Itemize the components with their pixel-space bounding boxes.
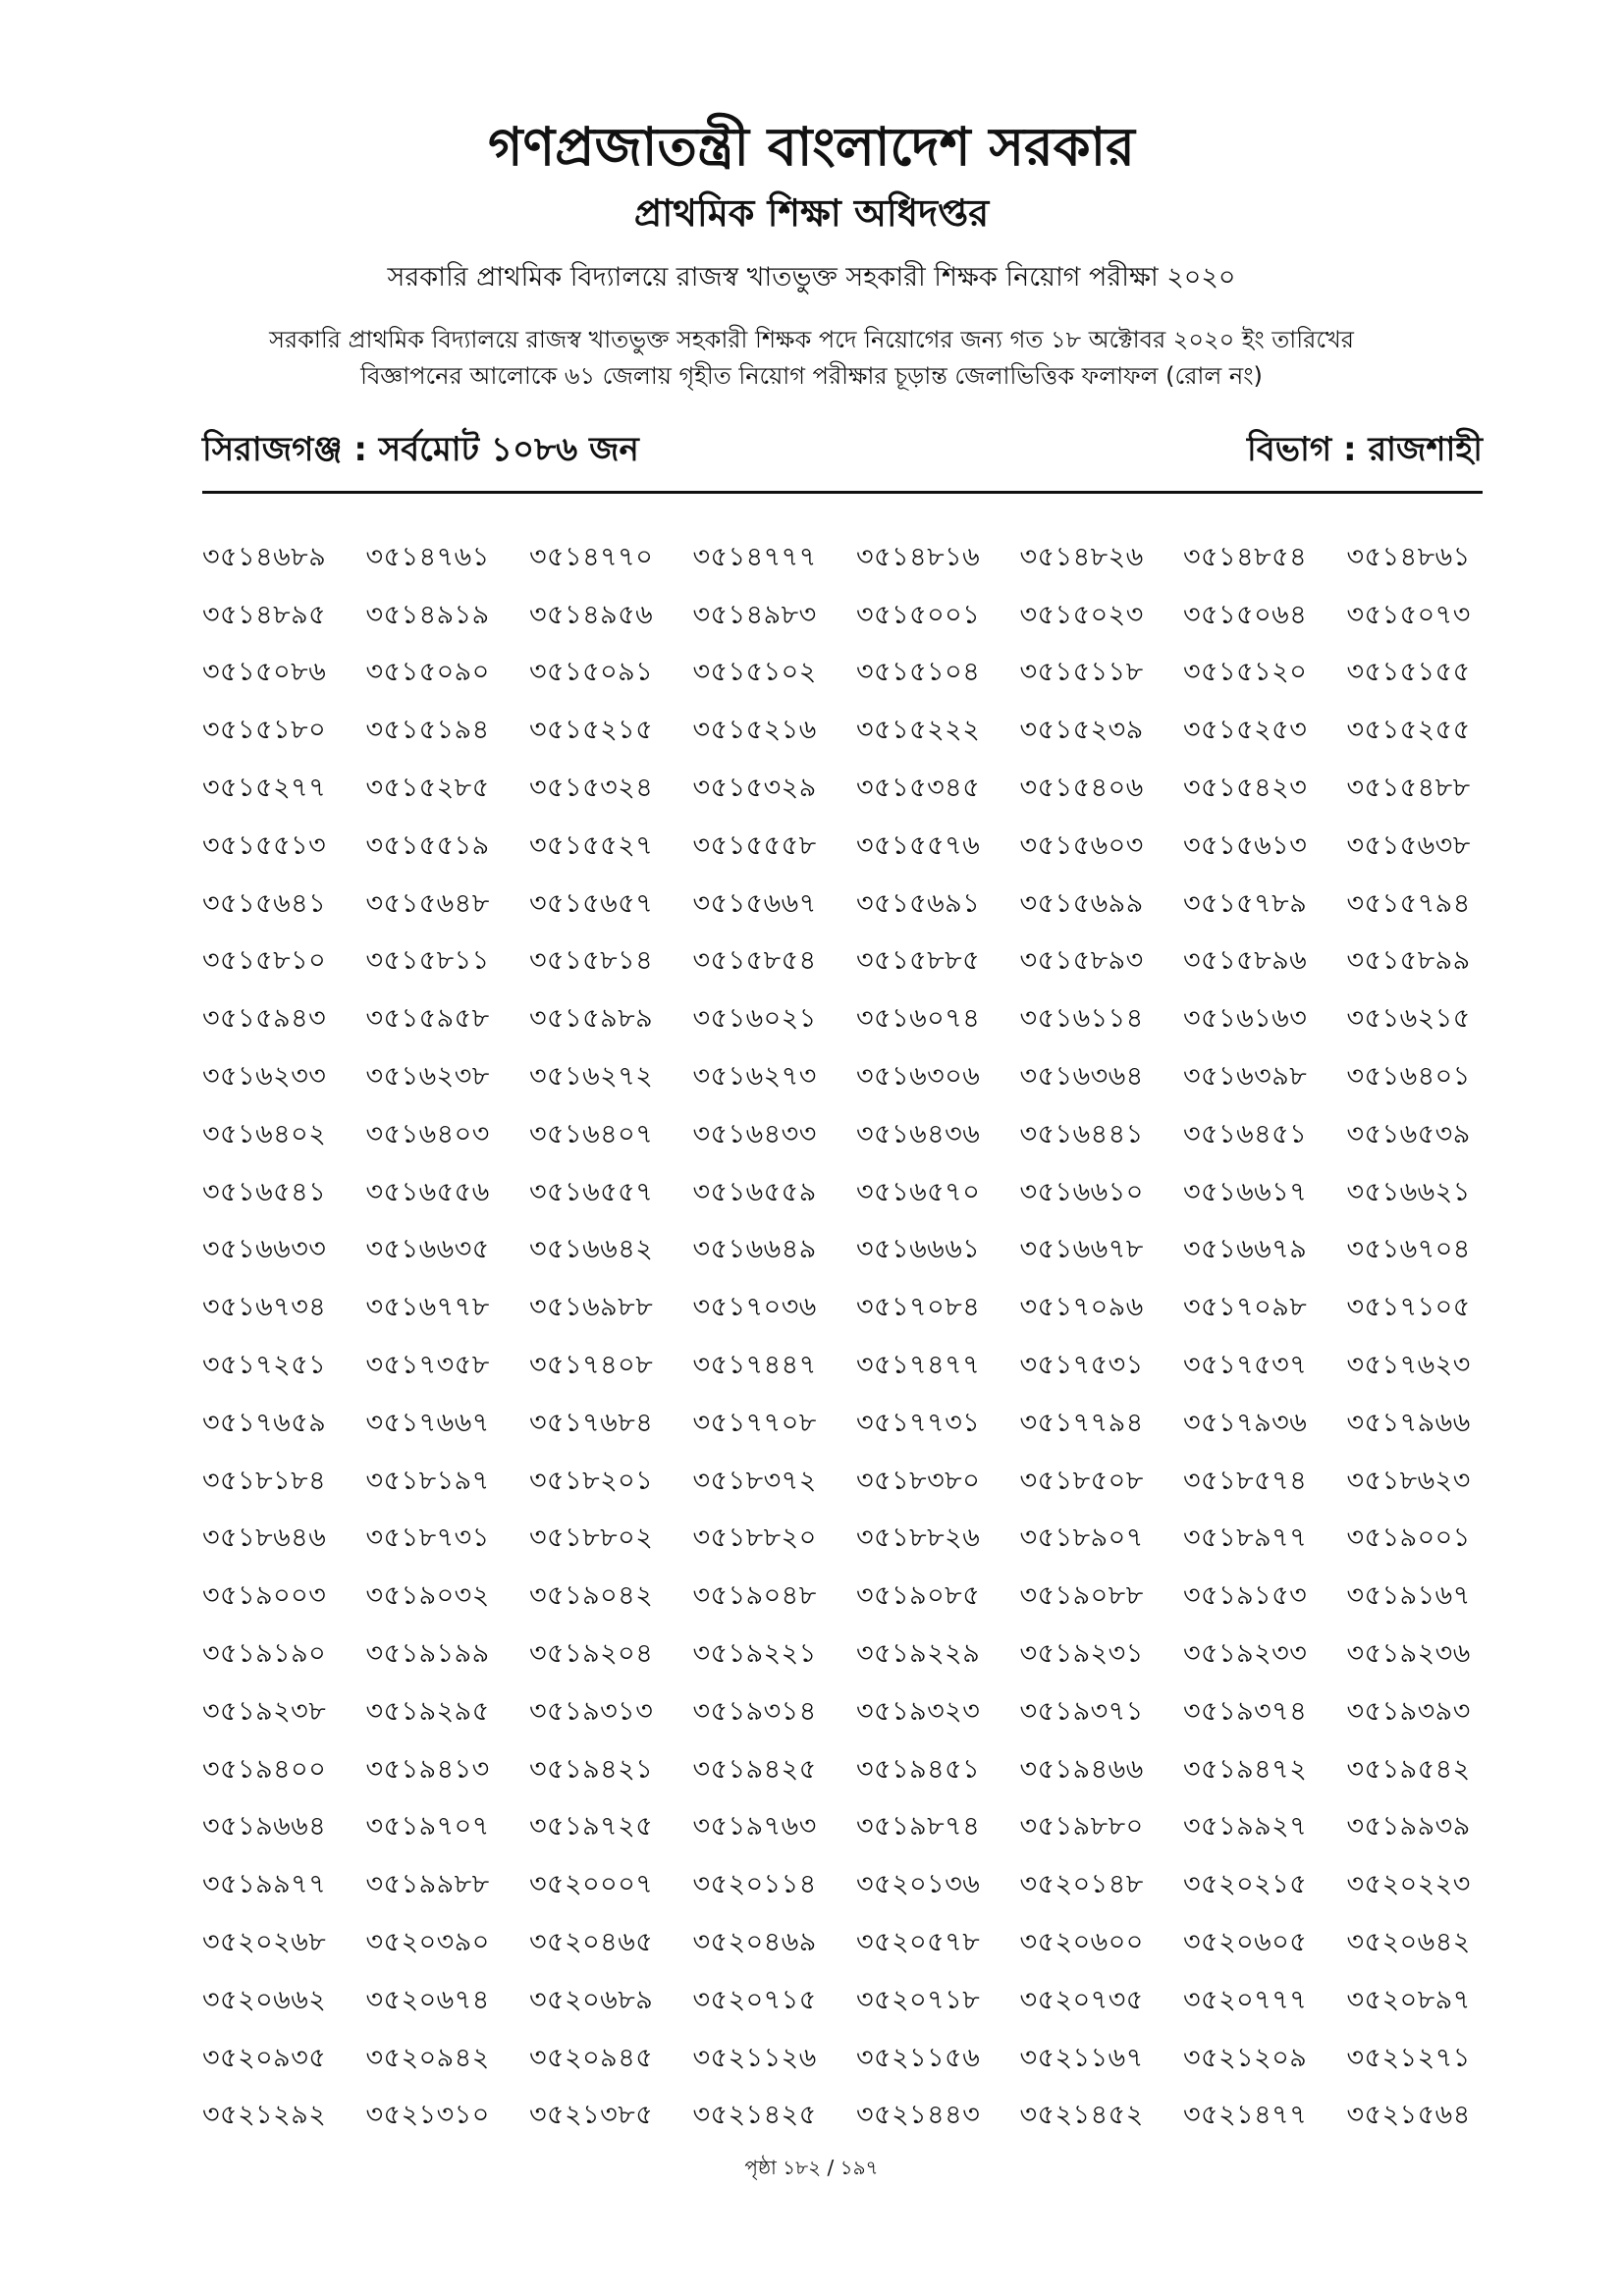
roll-number: ৩৫১৬৬৪২ [529,1234,654,1265]
roll-number: ৩৫১৬৪০৭ [529,1118,654,1149]
roll-number: ৩৫২০৭১৮ [856,1984,981,2015]
roll-number: ৩৫১৫২৮৫ [365,773,490,804]
roll-number: ৩৫১৯২৩৬ [1346,1638,1471,1670]
roll-number: ৩৫১৯৩১৪ [692,1695,817,1727]
roll-number: ৩৫১৫৬৫৭ [529,887,654,919]
roll-number: ৩৫২১২০৯ [1183,2042,1308,2073]
roll-number: ৩৫১৯৪২৫ [692,1753,817,1785]
roll-row [202,1742,1508,1800]
roll-number: ৩৫১৪৮৫৪ [1183,541,1308,572]
roll-number: ৩৫২০৯৪৫ [529,2042,654,2073]
description-line-2: বিজ্ঞাপনের আলোকে ৬১ জেলায় গৃহীত নিয়োগ পরীক্ষার চূড়ান্ত জেলাভিত্তিক ফলাফল (রোল নং) [360,362,1263,390]
roll-number: ৩৫১৮৯০৭ [1019,1522,1144,1554]
roll-number: ৩৫২১২৯২ [202,2100,327,2131]
roll-number: ৩৫১৮৮২৬ [856,1522,981,1554]
roll-number: ৩৫১৫০৭৩ [1346,599,1471,630]
roll-number: ৩৫১৫৪৮৮ [1346,773,1471,804]
roll-row [202,1107,1508,1165]
roll-number: ৩৫১৬২১৫ [1346,1003,1471,1035]
roll-number: ৩৫১৯৭৬৩ [692,1811,817,1842]
roll-row [202,2089,1508,2147]
roll-number: ৩৫২১১৫৬ [856,2042,981,2073]
roll-number: ৩৫১৯২৩১ [1019,1638,1144,1670]
roll-number: ৩৫১৭০৯৬ [1019,1292,1144,1323]
roll-number: ৩৫১৬৭৭৮ [365,1292,490,1323]
roll-number: ৩৫২১১৬৭ [1019,2042,1144,2073]
roll-number: ৩৫১৮৭৩১ [365,1522,490,1554]
roll-number: ৩৫২০৪৬৫ [529,1927,654,1958]
roll-number: ৩৫১৮৯৭৭ [1183,1522,1308,1554]
roll-number: ৩৫২০৩৯০ [365,1927,490,1958]
roll-number: ৩৫১৫৮৯৬ [1183,945,1308,977]
roll-number: ৩৫১৯২২১ [692,1638,817,1670]
roll-number: ৩৫১৮৬২৩ [1346,1465,1471,1496]
roll-number: ৩৫১৭৬২৩ [1346,1350,1471,1381]
roll-number: ৩৫১৫৫২৭ [529,829,654,861]
roll-number: ৩৫১৬১১৪ [1019,1003,1144,1035]
roll-number: ৩৫১৫৯৪৩ [202,1003,327,1035]
roll-number: ৩৫১৯২৩৩ [1183,1638,1308,1670]
roll-number: ৩৫২১৩৮৫ [529,2100,654,2131]
roll-number: ৩৫২১২৭১ [1346,2042,1471,2073]
roll-number: ৩৫১৫৫৫৮ [692,829,817,861]
roll-number: ৩৫১৬৬৭৮ [1019,1234,1144,1265]
roll-number: ৩৫১৮১৯৭ [365,1465,490,1496]
roll-row [202,2031,1508,2089]
roll-number: ৩৫১৭৬৫৯ [202,1407,327,1438]
roll-row [202,819,1508,877]
roll-number: ৩৫১৫৩২৪ [529,773,654,804]
roll-number: ৩৫১৬৫৭০ [856,1176,981,1207]
roll-number: ৩৫১৯৯২৭ [1183,1811,1308,1842]
roll-number: ৩৫১৬৬৩৩ [202,1234,327,1265]
roll-number: ৩৫১৬৪৩৬ [856,1118,981,1149]
roll-number: ৩৫২০১১৪ [692,1869,817,1900]
roll-number: ৩৫১৫২৫৫ [1346,715,1471,746]
roll-number: ৩৫১৬৫৩৯ [1346,1118,1471,1149]
roll-number: ৩৫১৭৬৮৪ [529,1407,654,1438]
roll-number: ৩৫১৯৪৫১ [856,1753,981,1785]
roll-number: ৩৫২১৪৫২ [1019,2100,1144,2131]
roll-number: ৩৫২০০০৭ [529,1869,654,1900]
roll-number: ৩৫১৬২৩৩ [202,1061,327,1093]
roll-number: ৩৫১৫০৮৬ [202,657,327,688]
roll-number: ৩৫১৫৮৯৯ [1346,945,1471,977]
roll-number: ৩৫২০২১৫ [1183,1869,1308,1900]
roll-number: ৩৫১৫০৯০ [365,657,490,688]
roll-row [202,761,1508,819]
roll-number: ৩৫১৯৯৩৯ [1346,1811,1471,1842]
roll-number: ৩৫১৬৬১৭ [1183,1176,1308,1207]
roll-number: ৩৫১৯১৬৭ [1346,1580,1471,1612]
roll-number: ৩৫১৮৩৭২ [692,1465,817,1496]
roll-number: ৩৫১৭৯৩৬ [1183,1407,1308,1438]
exam-title: সরকারি প্রাথমিক বিদ্যালয়ে রাজস্ব খাতভুক্ত সহকারী শিক্ষক নিয়োগ পরীক্ষা ২০২০ [387,262,1236,293]
roll-number: ৩৫১৬৬১০ [1019,1176,1144,1207]
roll-number: ৩৫১৯৩১৩ [529,1695,654,1727]
roll-number: ৩৫১৯৭২৫ [529,1811,654,1842]
roll-row [202,1800,1508,1858]
roll-number: ৩৫১৫৫১৩ [202,829,327,861]
roll-number: ৩৫১৫২৩৯ [1019,715,1144,746]
roll-number: ৩৫১৫৮১০ [202,945,327,977]
roll-number: ৩৫১৬০২১ [692,1003,817,1035]
roll-number: ৩৫১৯৩২৩ [856,1695,981,1727]
roll-number: ৩৫১৫২৭৭ [202,773,327,804]
roll-number: ৩৫১৪৯৫৬ [529,599,654,630]
roll-number: ৩৫১৬৩৬৪ [1019,1061,1144,1093]
roll-number: ৩৫১৬১৬৩ [1183,1003,1308,1035]
roll-number: ৩৫১৬৩৯৮ [1183,1061,1308,1093]
roll-number: ৩৫১৪৭৭০ [529,541,654,572]
roll-number: ৩৫১৬২৭৩ [692,1061,817,1093]
roll-number: ৩৫১৯১৯০ [202,1638,327,1670]
roll-number: ৩৫১৯৪৬৬ [1019,1753,1144,1785]
roll-number: ৩৫১৯৫৪২ [1346,1753,1471,1785]
roll-number: ৩৫২১৫৬৪ [1346,2100,1471,2131]
roll-number: ৩৫১৭৩৫৮ [365,1350,490,1381]
roll-number: ৩৫১৫২১৫ [529,715,654,746]
roll-number: ৩৫১৯৬৬৪ [202,1811,327,1842]
roll-number: ৩৫১৬৭৩৪ [202,1292,327,1323]
roll-number: ৩৫১৪৮৯৫ [202,599,327,630]
roll-number: ৩৫১৮৩৮০ [856,1465,981,1496]
roll-number: ৩৫১৯১৯৯ [365,1638,490,1670]
roll-row [202,703,1508,761]
roll-number: ৩৫১৯৪৭২ [1183,1753,1308,1785]
roll-number: ৩৫১৭৫৩৭ [1183,1350,1308,1381]
roll-number: ৩৫১৫৮৫৪ [692,945,817,977]
roll-number: ৩৫১৮৫০৮ [1019,1465,1144,1496]
roll-number: ৩৫১৫০২৩ [1019,599,1144,630]
roll-row [202,646,1508,704]
roll-number: ৩৫১৬৬৬১ [856,1234,981,1265]
roll-number: ৩৫২০৯৪২ [365,2042,490,2073]
roll-number: ৩৫২০৪৬৯ [692,1927,817,1958]
roll-number: ৩৫১৫১০২ [692,657,817,688]
roll-number: ৩৫১৯০৮৫ [856,1580,981,1612]
roll-number: ৩৫১৬৪০৩ [365,1118,490,1149]
roll-number: ৩৫২০৮৯৭ [1346,1984,1471,2015]
roll-row [202,1049,1508,1107]
roll-number: ৩৫১৪৬৮৯ [202,541,327,572]
roll-number: ৩৫১৬৫৫৬ [365,1176,490,1207]
roll-number: ৩৫১৬২৩৮ [365,1061,490,1093]
roll-number: ৩৫১৫২৫৩ [1183,715,1308,746]
roll-number: ৩৫১৮৮০২ [529,1522,654,1554]
roll-number: ৩৫১৫৬১৩ [1183,829,1308,861]
roll-number: ৩৫১৫৯৮৯ [529,1003,654,1035]
roll-number: ৩৫১৯০০৩ [202,1580,327,1612]
roll-number: ৩৫১৭৬৬৭ [365,1407,490,1438]
roll-number: ৩৫১৯৯৮৮ [365,1869,490,1900]
roll-number: ৩৫১৭৪৭৭ [856,1350,981,1381]
division-label: বিভাগ : রাজশাহী [1247,430,1483,469]
roll-number: ৩৫২০৬৬২ [202,1984,327,2015]
roll-number: ৩৫২০১৩৬ [856,1869,981,1900]
roll-number: ৩৫১৫৬৯১ [856,887,981,919]
roll-number: ৩৫১৯০৪৮ [692,1580,817,1612]
roll-number: ৩৫২০২২৩ [1346,1869,1471,1900]
roll-row [202,1338,1508,1396]
roll-number-grid [202,530,1508,2146]
roll-number: ৩৫২১৪২৫ [692,2100,817,2131]
roll-row [202,1165,1508,1223]
roll-number: ৩৫১৬৯৮৮ [529,1292,654,1323]
roll-row [202,1627,1508,1684]
roll-row [202,1512,1508,1570]
roll-number: ৩৫১৯৩৭১ [1019,1695,1144,1727]
roll-number: ৩৫১৬৫৫৭ [529,1176,654,1207]
roll-number: ৩৫১৫১২০ [1183,657,1308,688]
roll-number: ৩৫১৬৩০৬ [856,1061,981,1093]
roll-number: ৩৫১৯৩৯৩ [1346,1695,1471,1727]
government-title: গণপ্রজাতন্ত্রী বাংলাদেশ সরকার [488,116,1135,178]
roll-row [202,1396,1508,1454]
roll-number: ৩৫১৬৪৫১ [1183,1118,1308,1149]
roll-number: ৩৫১৮৫৭৪ [1183,1465,1308,1496]
roll-number: ৩৫১৫৬৬৭ [692,887,817,919]
roll-number: ৩৫১৯০৮৮ [1019,1580,1144,1612]
roll-number: ৩৫১৫৯৫৮ [365,1003,490,1035]
roll-number: ৩৫১৫১৫৫ [1346,657,1471,688]
roll-row [202,1280,1508,1338]
roll-row [202,1973,1508,2031]
roll-row [202,934,1508,992]
roll-number: ৩৫১৫৩৪৫ [856,773,981,804]
roll-number: ৩৫১৬২৭২ [529,1061,654,1093]
roll-number: ৩৫১৭৫৩১ [1019,1350,1144,1381]
roll-number: ৩৫১৬৫৪১ [202,1176,327,1207]
roll-row [202,1684,1508,1742]
roll-number: ৩৫২০৬৮৯ [529,1984,654,2015]
roll-number: ৩৫২০৭৭৭ [1183,1984,1308,2015]
roll-number: ৩৫১৪৯৮৩ [692,599,817,630]
roll-number: ৩৫১৬৬৭৯ [1183,1234,1308,1265]
roll-number: ৩৫১৫১৯৪ [365,715,490,746]
roll-number: ৩৫১৪৮১৬ [856,541,981,572]
roll-number: ৩৫১৫৬৪৮ [365,887,490,919]
roll-number: ৩৫১৭৭৯৪ [1019,1407,1144,1438]
roll-number: ৩৫১৫০৬৪ [1183,599,1308,630]
roll-number: ৩৫১৫৬৩৮ [1346,829,1471,861]
roll-row [202,991,1508,1049]
roll-number: ৩৫২০৬০০ [1019,1927,1144,1958]
roll-number: ৩৫১৭০৩৬ [692,1292,817,1323]
roll-number: ৩৫১৬০৭৪ [856,1003,981,1035]
roll-number: ৩৫১৬৪০২ [202,1118,327,1149]
roll-number: ৩৫২০২৬৮ [202,1927,327,1958]
roll-number: ৩৫১৫৭৯৪ [1346,887,1471,919]
roll-number: ৩৫২০৬৪২ [1346,1927,1471,1958]
roll-number: ৩৫১৫৬৪১ [202,887,327,919]
district-summary: সিরাজগঞ্জ : সর্বমোট ১০৮৬ জন [202,430,639,469]
description-line-1: সরকারি প্রাথমিক বিদ্যালয়ে রাজস্ব খাতভুক্ত সহকারী শিক্ষক পদে নিয়োগের জন্য গত ১৮ অক্টোবর ২০২০ ইং তারিখের [269,326,1354,353]
roll-number: ৩৫১৯৯৭৭ [202,1869,327,1900]
roll-number: ৩৫১৫১০৪ [856,657,981,688]
roll-number: ৩৫১৯২৯৫ [365,1695,490,1727]
roll-row [202,1569,1508,1627]
roll-number: ৩৫২১৪৭৭ [1183,2100,1308,2131]
roll-number: ৩৫১৫৮৮৫ [856,945,981,977]
roll-number: ৩৫১৯৭০৭ [365,1811,490,1842]
roll-number: ৩৫১৫৫১৯ [365,829,490,861]
department-title: প্রাথমিক শিক্ষা অধিদপ্তর [633,191,990,235]
roll-number: ৩৫২১৪৪৩ [856,2100,981,2131]
roll-number: ৩৫১৪৭৬১ [365,541,490,572]
roll-number: ৩৫১৬৬৪৯ [692,1234,817,1265]
roll-number: ৩৫২১৩১০ [365,2100,490,2131]
roll-number: ৩৫১৬৪০১ [1346,1061,1471,1093]
roll-row [202,877,1508,934]
roll-number: ৩৫১৭৭৩১ [856,1407,981,1438]
roll-number: ৩৫১৮৮২০ [692,1522,817,1554]
roll-number: ৩৫১৬৪৩৩ [692,1118,817,1149]
roll-number: ৩৫১৭২৫১ [202,1350,327,1381]
roll-number: ৩৫১৫০৯১ [529,657,654,688]
roll-number: ৩৫২০৯৩৫ [202,2042,327,2073]
roll-row [202,1454,1508,1512]
roll-number: ৩৫১৫৬০৩ [1019,829,1144,861]
roll-number: ৩৫২০৭৩৫ [1019,1984,1144,2015]
roll-number: ৩৫১৫২২২ [856,715,981,746]
roll-row [202,1223,1508,1281]
page-number: পৃষ্ঠা ১৮২ / ১৯৭ [744,2156,879,2179]
roll-number: ৩৫১৭৯৬৬ [1346,1407,1471,1438]
roll-number: ৩৫১৪৯১৯ [365,599,490,630]
roll-number: ৩৫১৫১১৮ [1019,657,1144,688]
roll-number: ৩৫১৭১০৫ [1346,1292,1471,1323]
roll-number: ৩৫১৯৪০০ [202,1753,327,1785]
roll-number: ৩৫১৮২০১ [529,1465,654,1496]
roll-number: ৩৫১৯২৩৮ [202,1695,327,1727]
roll-number: ৩৫২১১২৬ [692,2042,817,2073]
roll-number: ৩৫১৫৮১১ [365,945,490,977]
roll-row [202,530,1508,588]
roll-row [202,588,1508,646]
roll-number: ৩৫১৫৮৯৩ [1019,945,1144,977]
roll-number: ৩৫১৭০৯৮ [1183,1292,1308,1323]
roll-number: ৩৫১৫৭৮৯ [1183,887,1308,919]
roll-number: ৩৫১৪৭৭৭ [692,541,817,572]
roll-number: ৩৫১৫০০১ [856,599,981,630]
roll-number: ৩৫১৬৪৪১ [1019,1118,1144,1149]
roll-number: ৩৫১৯০৪২ [529,1580,654,1612]
roll-number: ৩৫১৭০৮৪ [856,1292,981,1323]
roll-number: ৩৫২০১৪৮ [1019,1869,1144,1900]
roll-number: ৩৫১৫৪০৬ [1019,773,1144,804]
roll-row [202,1915,1508,1973]
roll-number: ৩৫১৫২১৬ [692,715,817,746]
roll-number: ৩৫১৯৮৮০ [1019,1811,1144,1842]
roll-number: ৩৫১৯২২৯ [856,1638,981,1670]
roll-number: ৩৫১৯২০৪ [529,1638,654,1670]
roll-number: ৩৫১৯০০১ [1346,1522,1471,1554]
roll-number: ৩৫১৬৬৩৫ [365,1234,490,1265]
roll-number: ৩৫১৯০৩২ [365,1580,490,1612]
roll-number: ৩৫১৫৪২৩ [1183,773,1308,804]
header-divider [202,491,1483,494]
roll-number: ৩৫১৯৮৭৪ [856,1811,981,1842]
roll-number: ৩৫১৫৮১৪ [529,945,654,977]
roll-number: ৩৫১৫১৮০ [202,715,327,746]
roll-number: ৩৫১৮১৮৪ [202,1465,327,1496]
roll-number: ৩৫১৯৩৭৪ [1183,1695,1308,1727]
roll-number: ৩৫১৭৪৪৭ [692,1350,817,1381]
roll-number: ৩৫১৬৭০৪ [1346,1234,1471,1265]
roll-number: ৩৫১৮৬৪৬ [202,1522,327,1554]
roll-number: ৩৫১৯৪১৩ [365,1753,490,1785]
roll-number: ৩৫২০৭১৫ [692,1984,817,2015]
roll-number: ৩৫১৫৬৯৯ [1019,887,1144,919]
roll-number: ৩৫১৪৮২৬ [1019,541,1144,572]
roll-number: ৩৫২০৫৭৮ [856,1927,981,1958]
roll-number: ৩৫১৫৩২৯ [692,773,817,804]
roll-number: ৩৫২০৬৭৪ [365,1984,490,2015]
roll-number: ৩৫১৯১৫৩ [1183,1580,1308,1612]
roll-number: ৩৫১৫৫৭৬ [856,829,981,861]
roll-number: ৩৫১৬৬২১ [1346,1176,1471,1207]
roll-number: ৩৫১৯৪২১ [529,1753,654,1785]
roll-number: ৩৫১৪৮৬১ [1346,541,1471,572]
roll-number: ৩৫১৭৭০৮ [692,1407,817,1438]
roll-number: ৩৫২০৬০৫ [1183,1927,1308,1958]
roll-number: ৩৫১৬৫৫৯ [692,1176,817,1207]
roll-row [202,1857,1508,1915]
roll-number: ৩৫১৭৪০৮ [529,1350,654,1381]
